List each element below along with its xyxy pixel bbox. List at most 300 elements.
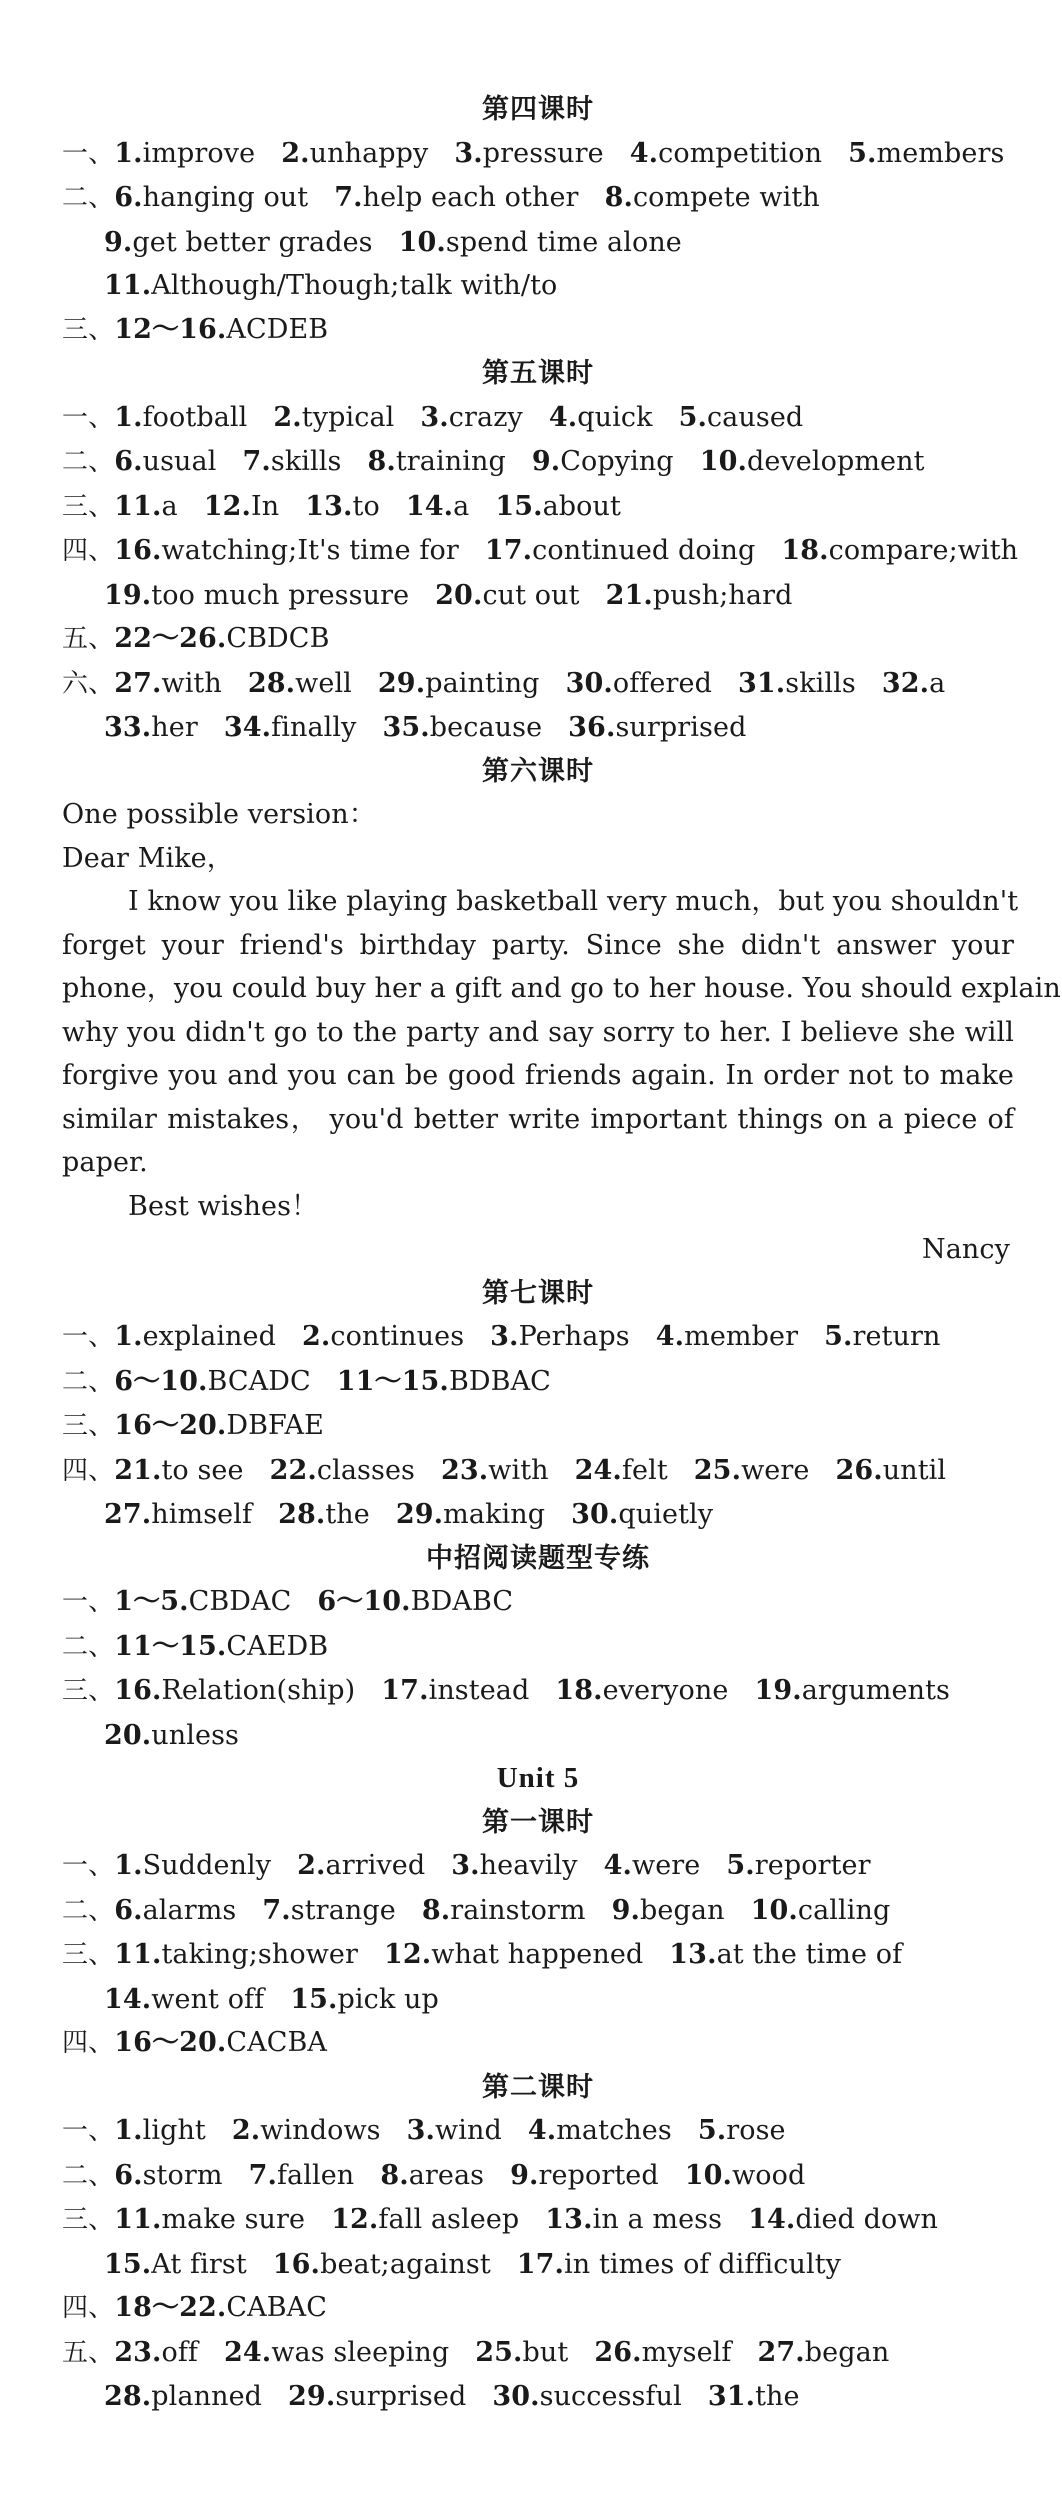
question-number: 26.	[594, 2336, 642, 2368]
question-number: 6～10.	[114, 1365, 208, 1397]
answer-item	[422, 1895, 586, 1926]
answer-text: making	[443, 1499, 546, 1530]
answer-text: matches	[556, 2115, 672, 2146]
answer-item	[748, 2204, 938, 2235]
question-number: 17.	[484, 535, 533, 566]
question-number: 12.	[384, 1939, 432, 1970]
answer-item	[114, 1895, 236, 1926]
answer-item	[726, 1850, 870, 1881]
answer-text: push;hard	[652, 579, 793, 611]
question-number: 2.	[302, 1321, 331, 1352]
answer-item	[273, 2249, 491, 2280]
question-number: 16.	[114, 1675, 162, 1706]
question-group-prefix: 二、	[62, 2160, 115, 2191]
question-group-prefix: 三、	[62, 1411, 115, 1441]
question-number: 28.	[104, 2381, 152, 2412]
answer-item	[114, 1366, 311, 1397]
answer-row	[62, 662, 1014, 707]
question-group-prefix: 三、	[62, 2205, 115, 2235]
question-number: 13.	[305, 490, 353, 522]
answer-text: explained	[142, 1321, 277, 1352]
answer-row	[62, 1493, 1014, 1537]
question-group-prefix: 四、	[62, 2293, 115, 2323]
answer-text: rose	[726, 2115, 786, 2146]
answer-item	[114, 1455, 243, 1486]
question-number: 11～15.	[114, 1630, 227, 1662]
question-number: 6.	[114, 2159, 143, 2191]
answer-item	[407, 2115, 502, 2146]
question-number: 36.	[568, 712, 616, 743]
answer-text: spend time alone	[445, 226, 682, 258]
answer-text: offered	[612, 667, 712, 699]
question-number: 2.	[297, 1850, 326, 1881]
answer-text: reporter	[754, 1850, 871, 1881]
answer-item	[451, 1850, 577, 1881]
answer-row	[62, 264, 1014, 308]
question-number: 16.	[272, 2248, 321, 2280]
answer-item	[656, 1321, 798, 1352]
answer-text: Copying	[560, 446, 674, 477]
answer-row	[62, 529, 1019, 574]
question-number: 1.	[114, 2115, 143, 2146]
answer-row	[62, 2375, 1014, 2419]
answer-item	[302, 1321, 464, 1352]
question-number: 7.	[248, 2159, 277, 2191]
answer-item	[698, 2115, 786, 2146]
answer-text: unless	[151, 1719, 239, 1751]
question-number: 30.	[571, 1499, 619, 1530]
question-number: 8.	[367, 446, 396, 477]
letter-intro: One possible version：	[62, 799, 376, 830]
answer-item	[114, 314, 328, 345]
question-number: 22.	[269, 1454, 317, 1486]
answer-item	[532, 446, 674, 477]
question-number: 24.	[574, 1454, 622, 1486]
answer-text: began	[640, 1894, 725, 1926]
answer-text: BCADC	[207, 1365, 311, 1397]
answer-text: At first	[151, 2248, 247, 2280]
answer-text: BDBAC	[448, 1365, 551, 1397]
answer-text: CBDCB	[226, 623, 330, 654]
answer-item	[751, 1895, 891, 1926]
question-number: 2.	[231, 2115, 261, 2146]
answer-text: her	[151, 712, 198, 743]
question-number: 18～22.	[114, 2292, 227, 2323]
answer-item	[104, 712, 198, 743]
answer-row	[62, 574, 1014, 618]
question-number: 14.	[748, 2204, 796, 2235]
question-number: 17.	[381, 1675, 429, 1706]
answer-item	[278, 1499, 370, 1530]
answer-row	[62, 132, 1014, 177]
answer-text: myself	[641, 2336, 732, 2368]
answer-text: died down	[795, 2204, 939, 2235]
answer-row	[62, 485, 1014, 530]
question-number: 16～20.	[114, 1410, 227, 1441]
answer-row	[62, 2243, 1014, 2287]
question-number: 20.	[435, 579, 483, 611]
question-number: 11.	[114, 2204, 162, 2235]
answer-text: the	[325, 1499, 370, 1530]
letter-body-line: similar mistakes， you'd better write important things on a piece of	[62, 1103, 1014, 1135]
letter-body-line: I know you like playing basketball very much，but you shouldn't	[128, 886, 1019, 917]
answer-row	[62, 1844, 1014, 1889]
answer-text: pressure	[482, 137, 604, 169]
answer-text: competition	[658, 137, 823, 169]
answer-item	[114, 1410, 324, 1441]
question-number: 28.	[278, 1499, 326, 1530]
answer-item	[270, 1455, 415, 1486]
answer-item	[685, 2160, 806, 2191]
question-group-prefix: 一、	[62, 402, 115, 433]
answer-text: a	[929, 667, 946, 699]
answer-text: instead	[428, 1675, 530, 1706]
section-heading: 中招阅读题型专练	[426, 1542, 650, 1574]
answer-text: until	[882, 1454, 947, 1486]
answer-text: because	[429, 712, 543, 743]
answer-item	[204, 491, 280, 522]
answer-text: what happened	[431, 1939, 644, 1970]
answer-text: CACBA	[226, 2027, 328, 2058]
answer-row	[62, 440, 1014, 485]
question-number: 7.	[334, 182, 363, 213]
question-number: 11.	[104, 270, 152, 301]
answer-text: CABAC	[226, 2292, 328, 2323]
answer-item	[566, 668, 712, 699]
answer-text: Relation(ship)	[161, 1675, 356, 1706]
answer-text: training	[395, 446, 506, 477]
answer-item	[297, 1850, 425, 1881]
answer-text: football	[142, 401, 248, 433]
question-number: 33.	[104, 712, 152, 743]
answer-text: BDABC	[410, 1586, 514, 1617]
question-number: 5.	[678, 401, 707, 433]
answer-text: in times of difficulty	[564, 2248, 841, 2280]
question-number: 11～15.	[336, 1365, 449, 1397]
answer-text: Perhaps	[518, 1321, 630, 1352]
answer-text: felt	[621, 1454, 668, 1486]
answer-item	[420, 402, 523, 433]
answer-item	[104, 270, 557, 301]
question-number: 23.	[114, 2336, 162, 2368]
answer-row	[62, 221, 1014, 265]
question-number: 16～20.	[114, 2027, 227, 2058]
letter-body-line: paper.	[62, 1147, 148, 1178]
answer-text: windows	[260, 2115, 381, 2146]
answer-item	[490, 1321, 630, 1352]
answer-row	[62, 2198, 1014, 2243]
question-number: 9.	[531, 446, 561, 477]
answer-text: return	[852, 1321, 941, 1352]
answer-text: at the time of	[716, 1939, 903, 1970]
answer-text: DBFAE	[226, 1410, 324, 1441]
question-number: 28.	[247, 667, 296, 699]
answer-text: skills	[785, 667, 856, 699]
answer-text: painting	[425, 667, 540, 699]
answer-row	[62, 176, 1014, 221]
answer-item	[104, 1984, 264, 2015]
answer-text: wood	[732, 2159, 806, 2191]
answer-text: continued doing	[532, 535, 756, 566]
answer-item	[248, 668, 352, 699]
answer-text: surprised	[335, 2381, 467, 2412]
question-group-prefix: 二、	[62, 1366, 115, 1397]
answer-text: a	[453, 490, 470, 522]
answer-text: continues	[330, 1321, 465, 1352]
question-number: 19.	[104, 579, 152, 611]
question-number: 4.	[629, 137, 659, 169]
answer-item	[242, 446, 341, 477]
question-number: 15.	[104, 2248, 152, 2280]
answer-text: usual	[142, 446, 217, 477]
question-number: 6.	[114, 182, 143, 213]
answer-row	[62, 1625, 1014, 1670]
question-number: 27.	[757, 2336, 805, 2368]
answer-text: alarms	[142, 1894, 237, 1926]
question-number: 18.	[555, 1675, 603, 1706]
question-number: 4.	[655, 1321, 685, 1352]
answer-item	[104, 2381, 262, 2412]
answer-item	[754, 1675, 950, 1706]
answer-text: wind	[435, 2115, 502, 2146]
answer-item	[738, 668, 856, 699]
question-group-prefix: 五、	[62, 624, 115, 654]
answer-item	[232, 2115, 381, 2146]
answer-row	[62, 1669, 1014, 1714]
answer-item	[454, 138, 603, 169]
answer-text: help each other	[362, 182, 579, 213]
answer-item	[612, 1895, 725, 1926]
question-number: 15.	[290, 1983, 338, 2015]
answer-item	[606, 580, 793, 611]
question-number: 8.	[604, 182, 633, 213]
question-group-prefix: 二、	[62, 447, 115, 477]
answer-item	[571, 1499, 713, 1530]
answer-text: about	[542, 490, 621, 522]
question-group-prefix: 四、	[62, 1455, 115, 1486]
question-number: 29.	[288, 2381, 336, 2412]
answer-row	[62, 2331, 1014, 2376]
question-number: 10.	[398, 226, 446, 258]
answer-text: reported	[538, 2159, 659, 2191]
answer-item	[669, 1939, 902, 1970]
section-heading: 第一课时	[482, 1806, 594, 1838]
question-number: 19.	[754, 1675, 802, 1706]
answer-row	[62, 1933, 1014, 1978]
answer-text: were	[632, 1850, 701, 1881]
answer-item	[435, 580, 579, 611]
answer-text: member	[684, 1321, 799, 1352]
answer-text: caused	[706, 401, 804, 433]
answer-text: with	[488, 1454, 549, 1486]
answer-item	[781, 535, 1018, 566]
answer-text: a	[161, 490, 178, 522]
answer-row	[62, 706, 1014, 750]
question-number: 9.	[510, 2159, 539, 2191]
answer-text: in a mess	[592, 2204, 723, 2235]
answer-text: were	[741, 1454, 810, 1486]
answer-text: unhappy	[309, 137, 429, 169]
answer-text: typical	[301, 401, 395, 433]
question-number: 5.	[848, 137, 877, 169]
section-heading: 第二课时	[482, 2071, 594, 2103]
question-number: 3.	[490, 1321, 519, 1352]
answer-item	[104, 2249, 247, 2280]
answer-row	[62, 2021, 1014, 2066]
question-number: 5.	[824, 1321, 853, 1352]
answer-text: arguments	[801, 1675, 950, 1706]
question-number: 22～26.	[114, 623, 227, 654]
answer-text: beat;against	[320, 2248, 491, 2280]
unit-title: Unit 5	[496, 1762, 580, 1794]
question-number: 11.	[114, 490, 162, 522]
question-number: 16.	[114, 535, 162, 566]
answer-item	[367, 446, 505, 477]
answer-text: classes	[316, 1454, 415, 1486]
question-number: 12.	[203, 490, 251, 522]
question-number: 17.	[516, 2248, 565, 2280]
answer-text: heavily	[479, 1850, 578, 1881]
answer-item	[485, 535, 756, 566]
answer-text: himself	[151, 1499, 253, 1530]
question-number: 10.	[750, 1894, 798, 1926]
answer-item	[545, 2204, 722, 2235]
answer-item	[262, 1895, 395, 1926]
question-group-prefix: 一、	[62, 2116, 115, 2146]
answer-text: planned	[151, 2381, 263, 2412]
answer-item	[104, 1499, 252, 1530]
letter-body-line: why you didn't go to the party and say sorry to her. I believe she will	[62, 1016, 1014, 1048]
question-number: 3.	[406, 2115, 436, 2146]
question-number: 26.	[835, 1454, 883, 1486]
answer-item	[605, 182, 820, 213]
question-number: 8.	[421, 1894, 451, 1926]
answer-item	[528, 2115, 672, 2146]
question-number: 29.	[377, 667, 426, 699]
answer-row	[62, 1978, 1014, 2022]
answer-text: went off	[151, 1983, 265, 2015]
question-number: 34.	[223, 712, 272, 743]
answer-row	[62, 1714, 1014, 1758]
answer-text: the	[755, 2381, 800, 2412]
answer-item	[758, 2337, 890, 2368]
answer-item	[114, 2027, 327, 2058]
answer-item	[114, 623, 329, 654]
answer-row	[62, 1889, 1014, 1934]
answer-item	[694, 1455, 810, 1486]
answer-item	[679, 402, 804, 433]
question-group-prefix: 六、	[62, 668, 115, 699]
question-number: 24.	[224, 2336, 272, 2368]
question-number: 9.	[104, 226, 133, 258]
answer-text: make sure	[161, 2204, 306, 2235]
question-group-prefix: 一、	[62, 1851, 115, 1881]
question-number: 10.	[699, 446, 747, 477]
question-number: 35.	[382, 712, 430, 743]
answer-item	[396, 1499, 545, 1530]
question-number: 1～5.	[114, 1586, 189, 1617]
answer-text: off	[161, 2336, 199, 2368]
answer-item	[249, 2160, 355, 2191]
answer-item	[224, 712, 357, 743]
answer-item	[114, 1850, 271, 1881]
answer-item	[495, 491, 621, 522]
letter-body-line: forgive you and you can be good friends again. In order not to make	[62, 1060, 1014, 1091]
answer-text: compare;with	[828, 535, 1019, 566]
answer-text: well	[295, 667, 352, 699]
answer-item	[104, 1720, 239, 1751]
answer-text: arrived	[325, 1850, 426, 1881]
question-number: 12.	[331, 2204, 379, 2235]
answer-text: development	[746, 446, 925, 477]
answer-text: surprised	[615, 712, 747, 743]
question-number: 14.	[405, 490, 454, 522]
question-number: 4.	[548, 401, 578, 433]
answer-text: Although/Though;talk with/to	[151, 270, 558, 301]
question-number: 32.	[881, 667, 930, 699]
question-number: 21.	[605, 579, 653, 611]
answer-item	[104, 580, 409, 611]
question-group-prefix: 三、	[62, 1676, 115, 1706]
question-number: 9.	[611, 1894, 641, 1926]
answer-item	[305, 491, 380, 522]
answer-item	[114, 2204, 305, 2235]
answer-text: improve	[142, 137, 256, 169]
answer-text: ACDEB	[226, 313, 329, 345]
answer-text: skills	[270, 446, 342, 477]
answer-item	[331, 2204, 519, 2235]
answer-item	[114, 491, 177, 522]
question-number: 1.	[114, 137, 143, 169]
answer-text: In	[250, 490, 280, 522]
question-number: 1.	[114, 1321, 143, 1352]
answer-item	[290, 1984, 439, 2015]
answer-item	[492, 2381, 681, 2412]
answer-row	[62, 1449, 1014, 1494]
answer-item	[594, 2337, 731, 2368]
question-number: 6～10.	[317, 1586, 411, 1617]
question-group-prefix: 四、	[62, 536, 115, 566]
answer-item	[114, 1675, 355, 1706]
answer-text: members	[876, 137, 1005, 169]
question-number: 6.	[114, 1894, 143, 1926]
question-number: 5.	[726, 1850, 755, 1881]
question-number: 23.	[440, 1454, 489, 1486]
question-number: 6.	[114, 446, 143, 477]
question-number: 27.	[104, 1499, 152, 1530]
answer-item	[517, 2249, 841, 2280]
question-number: 25.	[475, 2336, 523, 2368]
answer-text: strange	[290, 1894, 396, 1926]
question-number: 8.	[380, 2159, 409, 2191]
answer-row	[62, 1580, 1014, 1625]
answer-item	[475, 2337, 568, 2368]
question-number: 29.	[395, 1499, 444, 1530]
answer-item	[114, 535, 459, 566]
question-number: 3.	[451, 1850, 480, 1881]
question-group-prefix: 二、	[62, 1895, 115, 1926]
question-group-prefix: 五、	[62, 2337, 115, 2368]
answer-item	[835, 1455, 946, 1486]
answer-text: pick up	[337, 1983, 439, 2015]
question-number: 31.	[737, 667, 786, 699]
answer-text: CBDAC	[188, 1586, 292, 1617]
answer-text: rainstorm	[450, 1894, 586, 1926]
answer-item	[114, 138, 255, 169]
question-number: 18.	[781, 535, 829, 566]
question-number: 1.	[114, 401, 143, 433]
answer-text: storm	[142, 2159, 223, 2191]
